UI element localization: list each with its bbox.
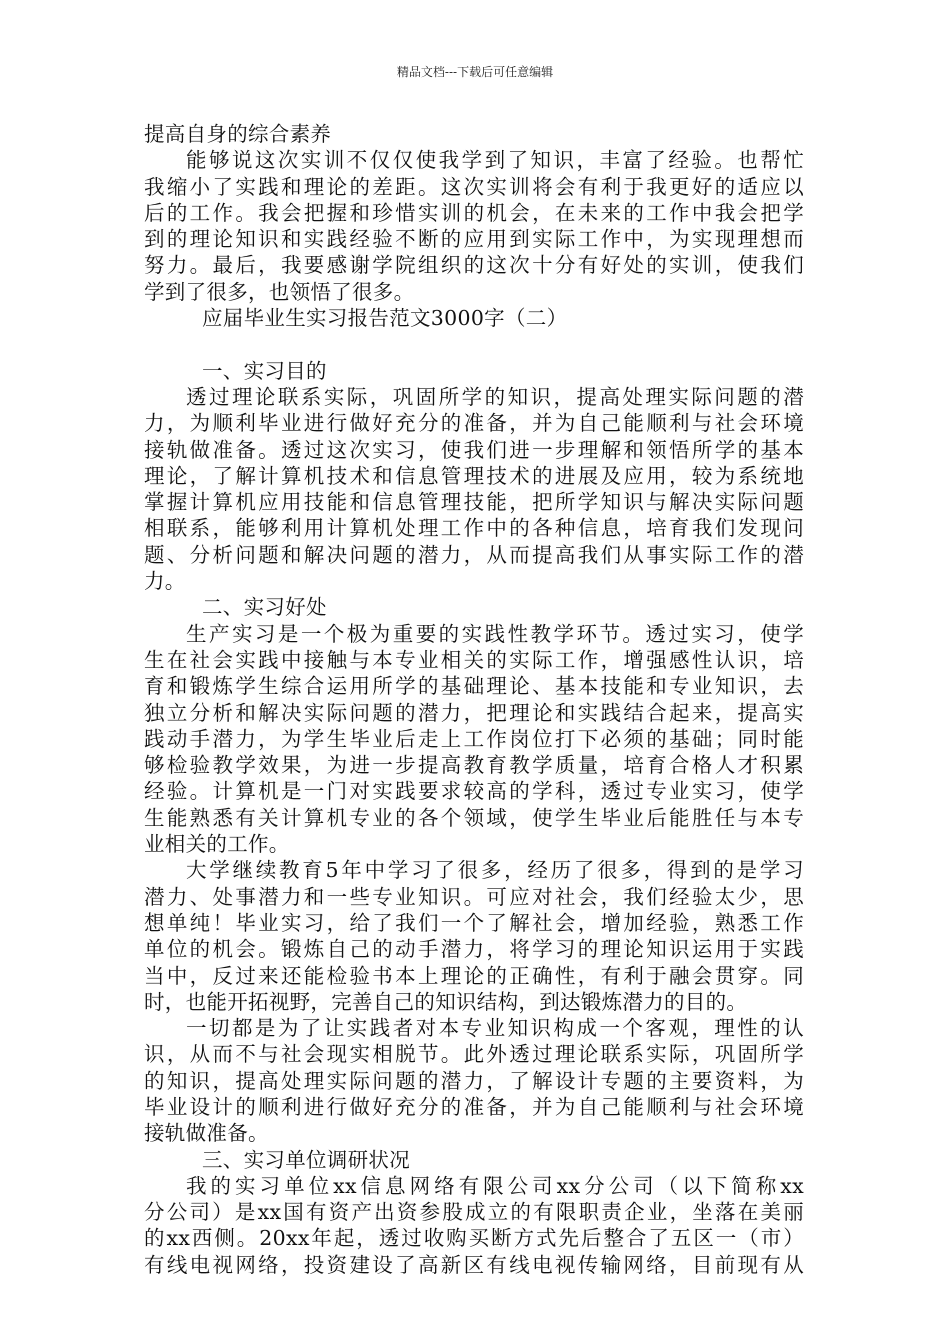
page-header: 精品文档---下载后可任意编辑 xyxy=(396,65,554,79)
text-line: 潜力、处事潜力和一些专业知识。可应对社会，我们经验太少，思 xyxy=(144,884,804,909)
text-line: 大学继续教育5年中学习了很多，经历了很多，得到的是学习 xyxy=(186,858,804,883)
text-line: 一切都是为了让实践者对本专业知识构成一个客观，理性的认 xyxy=(186,1016,804,1041)
text-line: 后的工作。我会把握和珍惜实训的机会，在未来的工作中我会把学 xyxy=(144,200,804,225)
text-line: 题、分析问题和解决问题的潜力，从而提高我们从事实际工作的潜 xyxy=(144,542,804,567)
text-line: 力，为顺利毕业进行做好充分的准备，并为自己能顺利与社会环境 xyxy=(144,411,804,436)
text-line: 生在社会实践中接触与本专业相关的实际工作，增强感性认识，培 xyxy=(144,647,804,672)
text-line: 有线电视网络，投资建设了高新区有线电视传输网络，目前现有从 xyxy=(144,1252,804,1277)
section-title: 应届毕业生实习报告范文3000字（二） xyxy=(202,306,568,331)
text-line: 的xx西侧。20xx年起，透过收购买断方式先后整合了五区一（市） xyxy=(144,1226,804,1251)
text-line: 努力。最后，我要感谢学院组织的这次十分有好处的实训，使我们 xyxy=(144,253,804,278)
text-line: 相联系，能够利用计算机处理工作中的各种信息，培育我们发现问 xyxy=(144,516,804,541)
section-heading: 三、实习单位调研状况 xyxy=(202,1147,410,1172)
text-line: 学到了很多，也领悟了很多。 xyxy=(144,279,415,304)
text-line: 毕业设计的顺利进行做好充分的准备，并为自己能顺利与社会环境 xyxy=(144,1094,804,1119)
document-body xyxy=(144,121,804,1278)
text-line: 接轨做准备。透过这次实习，使我们进一步理解和领悟所学的基本 xyxy=(144,437,804,462)
text-line: 力。 xyxy=(144,569,186,594)
section-heading: 二、实习好处 xyxy=(202,595,327,620)
text-line: 当中，反过来还能检验书本上理论的正确性，有利于融会贯穿。同 xyxy=(144,963,804,988)
text-line: 我缩小了实践和理论的差距。这次实训将会有利于我更好的适应以 xyxy=(144,174,804,199)
text-line: 到的理论知识和实践经验不断的应用到实际工作中，为实现理想而 xyxy=(144,227,804,252)
text-line: 育和锻炼学生综合运用所学的基础理论、基本技能和专业知识，去 xyxy=(144,674,804,699)
text-line: 时，也能开拓视野，完善自己的知识结构，到达锻炼潜力的目的。 xyxy=(144,989,748,1014)
text-line: 分公司）是xx国有资产出资参股成立的有限职责企业，坐落在美丽 xyxy=(144,1200,804,1225)
text-line: 理论，了解计算机技术和信息管理技术的进展及应用，较为系统地 xyxy=(144,463,804,488)
text-line: 业相关的工作。 xyxy=(144,832,290,857)
text-line: 的知识，提高处理实际问题的潜力，了解设计专题的主要资料，为 xyxy=(144,1068,804,1093)
text-line: 提高自身的综合素养 xyxy=(144,122,332,146)
text-line: 生能熟悉有关计算机专业的各个领域，使学生毕业后能胜任与本专 xyxy=(144,805,804,830)
text-line: 单位的机会。锻炼自己的动手潜力，将学习的理论知识运用于实践 xyxy=(144,937,804,962)
text-line: 够检验教学效果，为进一步提高教育教学质量，培育合格人才积累 xyxy=(144,753,804,778)
text-line: 经验。计算机是一门对实践要求较高的学科，透过专业实习，使学 xyxy=(144,779,804,804)
text-line: 践动手潜力，为学生毕业后走上工作岗位打下必须的基础；同时能 xyxy=(144,726,804,751)
text-line: 透过理论联系实际，巩固所学的知识，提高处理实际问题的潜 xyxy=(186,384,804,409)
text-line: 识，从而不与社会现实相脱节。此外透过理论联系实际，巩固所学 xyxy=(144,1042,804,1067)
blank-line xyxy=(144,331,804,357)
text-line: 我的实习单位xx信息网络有限公司xx分公司（以下简称xx xyxy=(186,1173,804,1198)
text-line: 能够说这次实训不仅仅使我学到了知识，丰富了经验。也帮忙 xyxy=(186,148,804,173)
text-line: 掌握计算机应用技能和信息管理技能，把所学知识与解决实际问题 xyxy=(144,490,804,515)
text-line: 生产实习是一个极为重要的实践性教学环节。透过实习，使学 xyxy=(186,621,804,646)
section-heading: 一、实习目的 xyxy=(202,358,327,383)
text-line: 想单纯！毕业实习，给了我们一个了解社会，增加经验，熟悉工作 xyxy=(144,910,804,935)
text-line: 独立分析和解决实际问题的潜力，把理论和实践结合起来，提高实 xyxy=(144,700,804,725)
text-line: 接轨做准备。 xyxy=(144,1121,269,1146)
